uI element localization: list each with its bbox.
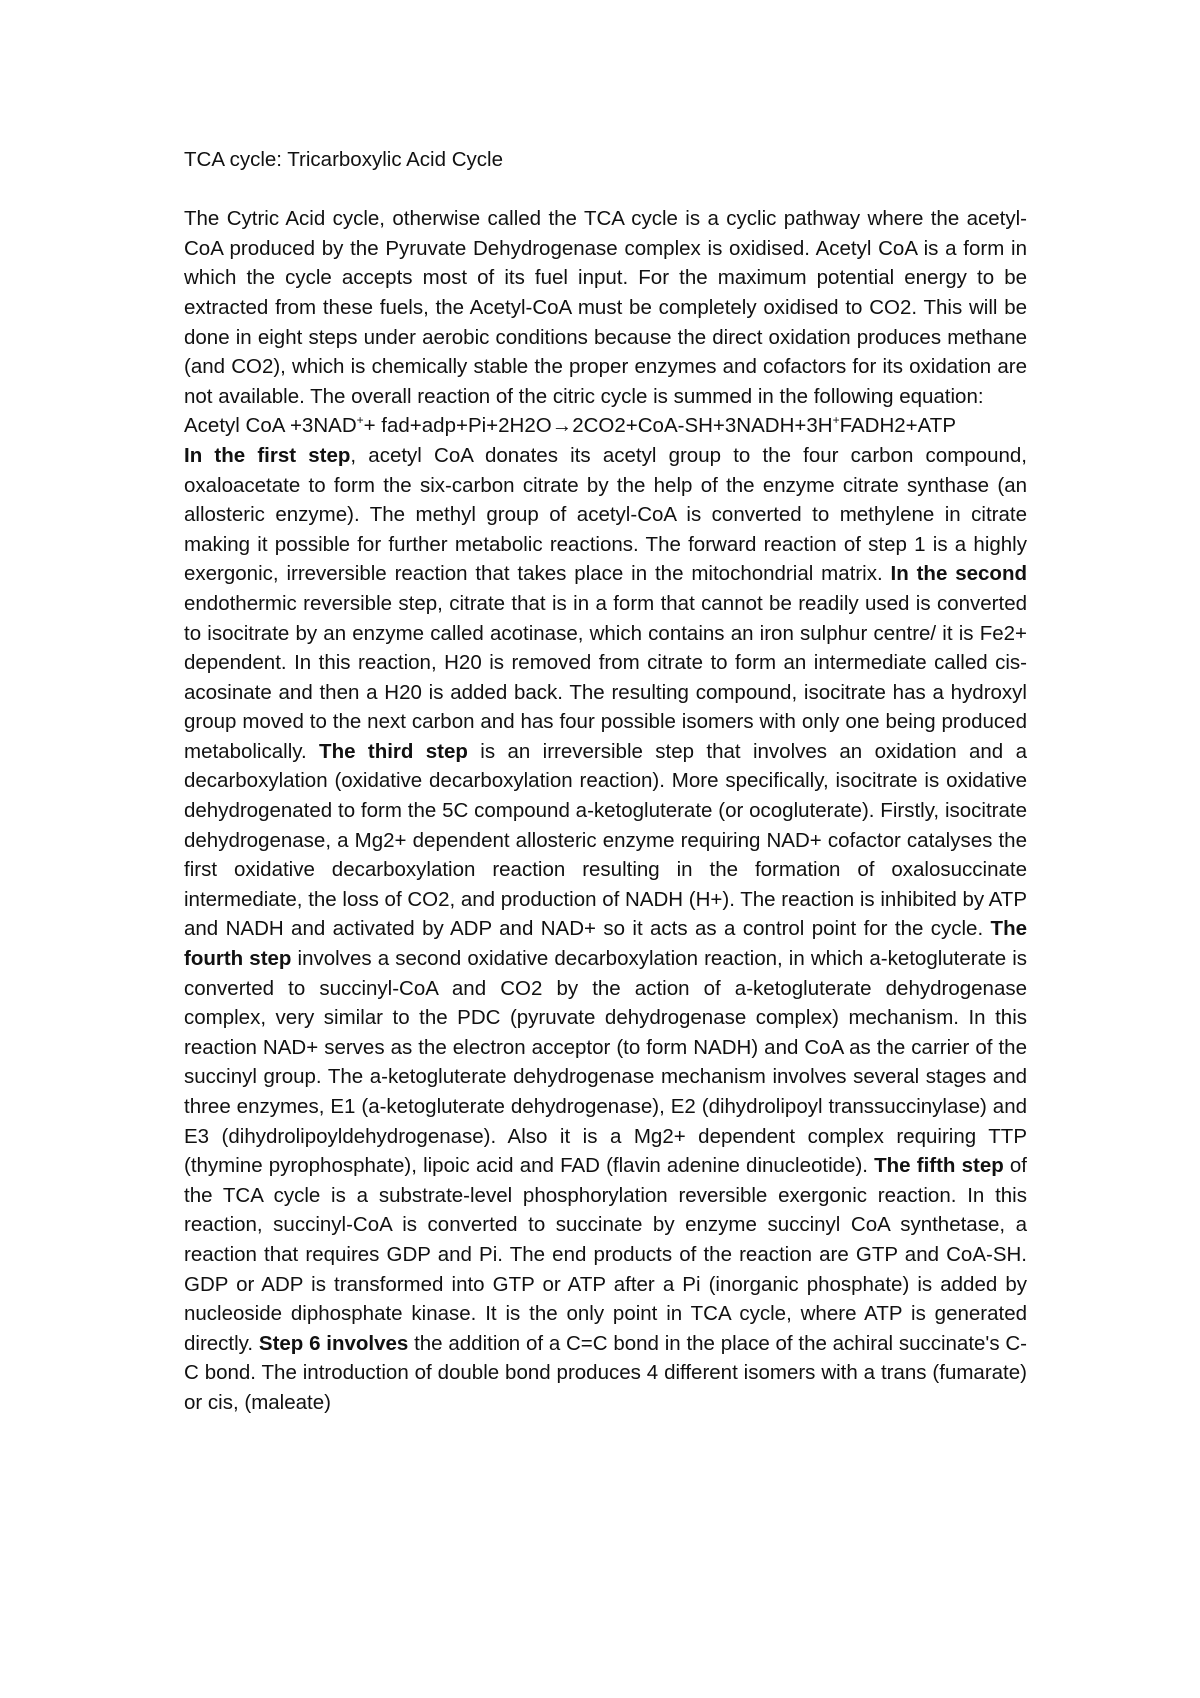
intro-paragraph: The Cytric Acid cycle, otherwise called the TCA cycle is a cyclic pathway where the acetyl-CoA produced by the Pyruvate Dehydrogenase complex is oxidised. Acetyl CoA is a form in which the cycle accepts most of its fuel input. For the maximum potential energy to be extracted from these fuels, the Acetyl-CoA must be completely oxidised to CO2. This will be done in eight steps under aerobic conditions because the direct oxidation produces methane (and CO2), which is chemically stable the proper enzymes and cofactors for its oxidation are not available. The overall reaction of the citric cycle is summed in the following equation: <box>184 207 1027 408</box>
document-title: TCA cycle: Tricarboxylic Acid Cycle <box>184 148 503 171</box>
reaction-arrow-icon: → <box>551 414 573 438</box>
equation-part-4: FADH2+ATP <box>839 414 956 438</box>
equation-superscript-1: + <box>356 413 364 428</box>
document-body <box>184 145 1027 1418</box>
step-2-label: In the second <box>890 562 1027 586</box>
step-3-label: The third step <box>319 739 468 763</box>
equation-part-2: + fad+adp+Pi+2H2O <box>363 414 552 438</box>
step-4-text: involves a second oxidative decarboxylation reaction, in which a-ketogluterate is converted to succinyl-CoA and CO2 by the action of a-ketogluterate dehydrogenase complex, very similar to the PDC (pyruvate dehydrogenase complex) mechanism. In this reaction NAD+ serves as the electron acceptor (to form NADH) and CoA as the carrier of the succinyl group. The a-ketogluterate dehydrogenase mechanism involves several stages and three enzymes, E1 (a-ketogluterate dehydrogenase), E2 (dihydrolipoyl transsuccinylase) and E3 (dihydrolipoyldehydrogenase). Also it is a Mg2+ dependent complex requiring TTP (thymine pyrophosphate), lipoic acid and FAD (flavin adenine dinucleotide). <box>184 947 1028 1178</box>
step-3-text: is an irreversible step that involves an oxidation and a decarboxylation (oxidative decarboxylation reaction). More specifically, isocitrate is oxidative dehydrogenated to form the 5C compound a-ketogluterate (or ocogluterate). Firstly, isocitrate dehydrogenase, a Mg2+ dependent allosteric enzyme requiring NAD+ cofactor catalyses the first oxidative decarboxylation reaction resulting in the formation of oxalosuccinate intermediate, the loss of CO2, and production of NADH (H+). The reaction is inhibited by ATP and NADH and activated by ADP and NAD+ so it acts as a control point for the cycle. <box>184 739 1028 941</box>
equation-part-1: Acetyl CoA +3NAD <box>184 414 357 438</box>
steps-paragraph <box>184 441 1027 1418</box>
overall-reaction-equation <box>184 411 1027 441</box>
step-6-text: the addition of a C=C bond in the place of the achiral succinate's C-C bond. The introduction of double bond produces 4 different isomers with a trans (fumarate) or cis, (maleate) <box>184 1331 1027 1414</box>
step-5-label: The fifth step <box>874 1154 1004 1178</box>
step-6-label: Step 6 involves <box>258 1331 409 1355</box>
step-2-text: endothermic reversible step, citrate that is in a form that cannot be readily used is converted to isocitrate by an enzyme called acotinase, which contains an iron sulphur centre/ it is Fe2+ dependent. In this reaction, H20 is removed from citrate to form an intermediate called cis-acosinate and then a H20 is added back. The resulting compound, isocitrate has a hydroxyl group moved to the next carbon and has four possible isomers with only one being produced metabolically. <box>184 591 1027 763</box>
equation-superscript-2: + <box>832 413 840 428</box>
step-1-text: , acetyl CoA donates its acetyl group to the four carbon compound, oxaloacetate to form the six-carbon citrate by the help of the enzyme citrate synthase (an allosteric enzyme). The methyl group of acetyl-CoA is converted to methylene in citrate making it possible for further metabolic reactions. The forward reaction of step 1 is a highly exergonic, irreversible reaction that takes place in the mitochondrial matrix. <box>184 443 1027 586</box>
step-4-label: The fourth step <box>184 917 1027 971</box>
equation-part-3: 2CO2+CoA-SH+3NADH+3H <box>572 414 833 438</box>
step-5-text: of the TCA cycle is a substrate-level phosphorylation reversible exergonic reaction. In this reaction, succinyl-CoA is converted to succinate by enzyme succinyl CoA synthetase, a reaction that requires GDP and Pi. The end products of the reaction are GTP and CoA-SH. GDP or ADP is transformed into GTP or ATP after a Pi (inorganic phosphate) is added by nucleoside diphosphate kinase. It is the only point in TCA cycle, where ATP is generated directly. <box>184 1154 1028 1355</box>
step-1-label: In the first step <box>184 443 351 467</box>
